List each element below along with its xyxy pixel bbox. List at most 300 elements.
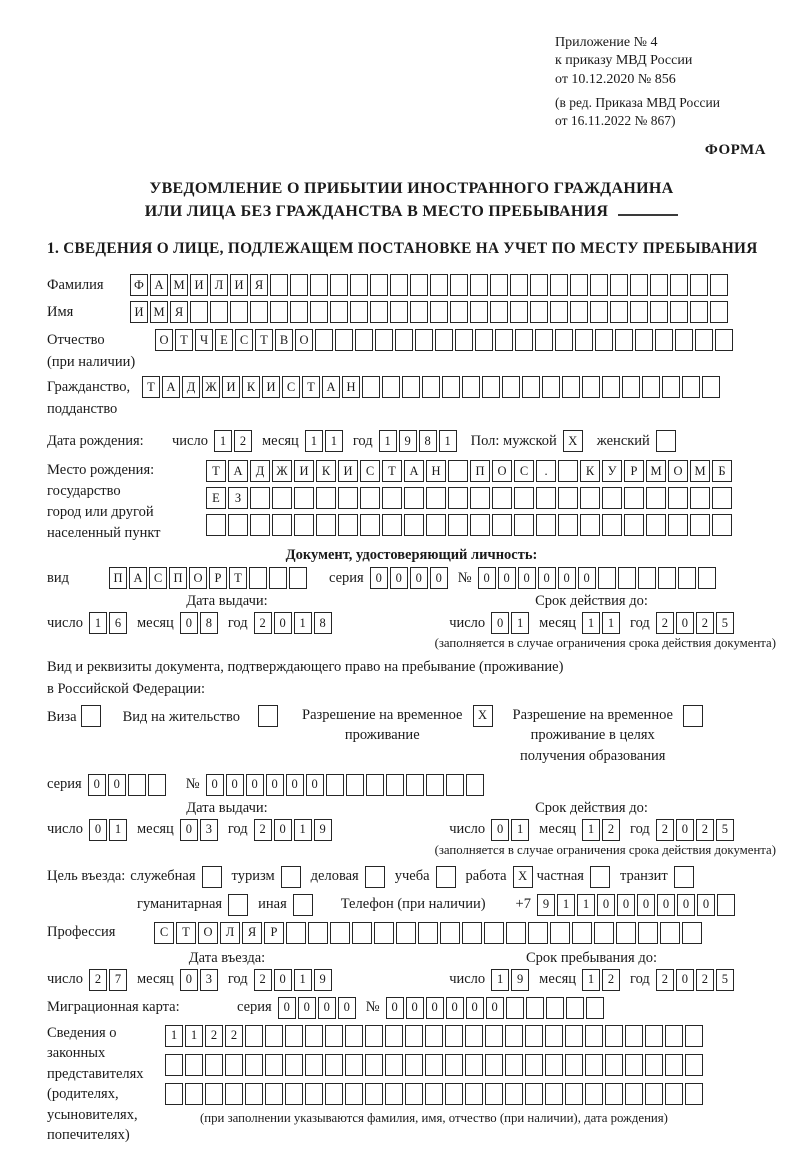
form-cell[interactable]: [625, 1054, 643, 1076]
form-cell[interactable]: [310, 301, 328, 323]
form-cell[interactable]: [690, 274, 708, 296]
form-cell[interactable]: [475, 329, 493, 351]
form-cell[interactable]: [665, 1083, 683, 1105]
form-cell[interactable]: 0: [676, 969, 694, 991]
form-cell[interactable]: [293, 894, 313, 916]
form-cell[interactable]: [646, 514, 666, 536]
form-cell[interactable]: [660, 922, 680, 944]
form-cell[interactable]: 0: [298, 997, 316, 1019]
form-cell[interactable]: .: [536, 460, 556, 482]
form-cell[interactable]: [360, 487, 380, 509]
form-cell[interactable]: [582, 376, 600, 398]
form-cell[interactable]: [562, 376, 580, 398]
form-cell[interactable]: [250, 487, 270, 509]
doc-valid-month[interactable]: [582, 612, 620, 634]
checkbox-temp-residence-permit[interactable]: [473, 705, 493, 727]
form-cell[interactable]: Т: [206, 460, 226, 482]
form-cell[interactable]: И: [130, 301, 148, 323]
form-cell[interactable]: [685, 1083, 703, 1105]
form-cell[interactable]: [535, 329, 553, 351]
form-cell[interactable]: З: [228, 487, 248, 509]
form-cell[interactable]: [290, 301, 308, 323]
form-cell[interactable]: [485, 1054, 503, 1076]
form-cell[interactable]: [466, 774, 484, 796]
form-cell[interactable]: 0: [370, 567, 388, 589]
form-cell[interactable]: 5: [716, 612, 734, 634]
residence-issue-day[interactable]: [89, 819, 127, 841]
form-cell[interactable]: [470, 514, 490, 536]
form-cell[interactable]: [605, 1054, 623, 1076]
form-cell[interactable]: 9: [537, 894, 555, 916]
form-cell[interactable]: [685, 1025, 703, 1047]
form-cell[interactable]: 2: [205, 1025, 223, 1047]
form-cell[interactable]: И: [190, 274, 208, 296]
stay-until-year[interactable]: [656, 969, 734, 991]
form-cell[interactable]: Б: [712, 460, 732, 482]
form-cell[interactable]: [605, 1025, 623, 1047]
form-cell[interactable]: 0: [406, 997, 424, 1019]
form-cell[interactable]: [558, 460, 578, 482]
form-cell[interactable]: 6: [109, 612, 127, 634]
form-cell[interactable]: 2: [656, 612, 674, 634]
form-cell[interactable]: [385, 1054, 403, 1076]
checkbox-purpose-humanitarian[interactable]: [228, 894, 248, 916]
form-cell[interactable]: [470, 274, 488, 296]
form-cell[interactable]: [650, 301, 668, 323]
checkbox-visa[interactable]: [81, 705, 101, 727]
form-cell[interactable]: [382, 487, 402, 509]
form-cell[interactable]: 8: [419, 430, 437, 452]
form-cell[interactable]: [250, 514, 270, 536]
form-cell[interactable]: [715, 329, 733, 351]
form-cell[interactable]: [690, 514, 710, 536]
form-cell[interactable]: [440, 922, 460, 944]
checkbox-purpose-private[interactable]: [590, 866, 610, 888]
form-cell[interactable]: [148, 774, 166, 796]
form-cell[interactable]: [249, 567, 267, 589]
form-cell[interactable]: [410, 301, 428, 323]
birth-place-cells-row3[interactable]: [206, 514, 732, 536]
form-cell[interactable]: [506, 997, 524, 1019]
form-cell[interactable]: И: [262, 376, 280, 398]
representatives-cells-row2[interactable]: [165, 1054, 703, 1076]
form-cell[interactable]: 2: [696, 819, 714, 841]
residence-valid-year[interactable]: [656, 819, 734, 841]
form-cell[interactable]: Ф: [130, 274, 148, 296]
form-cell[interactable]: 1: [109, 819, 127, 841]
form-cell[interactable]: X: [513, 866, 533, 888]
form-cell[interactable]: [572, 922, 592, 944]
form-cell[interactable]: [558, 487, 578, 509]
form-cell[interactable]: 0: [286, 774, 304, 796]
form-cell[interactable]: [580, 487, 600, 509]
form-cell[interactable]: С: [514, 460, 534, 482]
form-cell[interactable]: [258, 705, 278, 727]
form-cell[interactable]: [550, 274, 568, 296]
form-cell[interactable]: О: [189, 567, 207, 589]
form-cell[interactable]: [382, 514, 402, 536]
form-cell[interactable]: [678, 567, 696, 589]
checkbox-purpose-official[interactable]: [202, 866, 222, 888]
form-cell[interactable]: П: [470, 460, 490, 482]
form-cell[interactable]: [445, 1054, 463, 1076]
form-cell[interactable]: [624, 487, 644, 509]
form-cell[interactable]: 0: [338, 997, 356, 1019]
form-cell[interactable]: [695, 329, 713, 351]
form-cell[interactable]: [525, 1054, 543, 1076]
form-cell[interactable]: [658, 567, 676, 589]
form-cell[interactable]: [281, 866, 301, 888]
form-cell[interactable]: [294, 487, 314, 509]
form-cell[interactable]: [645, 1025, 663, 1047]
form-cell[interactable]: [625, 1025, 643, 1047]
migration-number-cells[interactable]: [386, 997, 604, 1019]
checkbox-purpose-other[interactable]: [293, 894, 313, 916]
form-cell[interactable]: 1: [557, 894, 575, 916]
checkbox-purpose-study[interactable]: [436, 866, 456, 888]
form-cell[interactable]: [405, 1054, 423, 1076]
form-cell[interactable]: [536, 487, 556, 509]
form-cell[interactable]: 0: [491, 612, 509, 634]
form-cell[interactable]: [625, 1083, 643, 1105]
form-cell[interactable]: А: [129, 567, 147, 589]
form-cell[interactable]: 0: [491, 819, 509, 841]
form-cell[interactable]: [645, 1083, 663, 1105]
form-cell[interactable]: 0: [478, 567, 496, 589]
form-cell[interactable]: [585, 1054, 603, 1076]
form-cell[interactable]: [426, 487, 446, 509]
form-cell[interactable]: М: [170, 274, 188, 296]
form-cell[interactable]: [206, 514, 226, 536]
form-cell[interactable]: [670, 301, 688, 323]
form-cell[interactable]: [470, 301, 488, 323]
form-cell[interactable]: [305, 1025, 323, 1047]
form-cell[interactable]: С: [360, 460, 380, 482]
form-cell[interactable]: [375, 329, 393, 351]
form-cell[interactable]: X: [563, 430, 583, 452]
form-cell[interactable]: [602, 514, 622, 536]
form-cell[interactable]: [185, 1054, 203, 1076]
form-cell[interactable]: [575, 329, 593, 351]
form-cell[interactable]: 3: [200, 969, 218, 991]
form-cell[interactable]: [682, 922, 702, 944]
patronymic-cells[interactable]: [155, 329, 733, 351]
form-cell[interactable]: [374, 922, 394, 944]
form-cell[interactable]: [205, 1083, 223, 1105]
form-cell[interactable]: [610, 301, 628, 323]
form-cell[interactable]: [81, 705, 101, 727]
form-cell[interactable]: [385, 1083, 403, 1105]
form-cell[interactable]: Т: [255, 329, 273, 351]
form-cell[interactable]: 0: [306, 774, 324, 796]
form-cell[interactable]: [638, 922, 658, 944]
form-cell[interactable]: [345, 1025, 363, 1047]
doc-type-cells[interactable]: [109, 567, 307, 589]
form-cell[interactable]: 8: [200, 612, 218, 634]
form-cell[interactable]: [330, 274, 348, 296]
form-cell[interactable]: В: [275, 329, 293, 351]
form-cell[interactable]: [315, 329, 333, 351]
form-cell[interactable]: [485, 1025, 503, 1047]
form-cell[interactable]: [225, 1054, 243, 1076]
form-cell[interactable]: 1: [165, 1025, 183, 1047]
form-cell[interactable]: Л: [210, 274, 228, 296]
form-cell[interactable]: [228, 894, 248, 916]
form-cell[interactable]: 2: [696, 969, 714, 991]
form-cell[interactable]: [448, 460, 468, 482]
form-cell[interactable]: [565, 1025, 583, 1047]
form-cell[interactable]: 2: [234, 430, 252, 452]
form-cell[interactable]: [362, 376, 380, 398]
representatives-cells-row1[interactable]: [165, 1025, 703, 1047]
form-cell[interactable]: [230, 301, 248, 323]
form-cell[interactable]: [425, 1054, 443, 1076]
form-cell[interactable]: 0: [446, 997, 464, 1019]
form-cell[interactable]: [446, 774, 464, 796]
form-cell[interactable]: 8: [314, 612, 332, 634]
form-cell[interactable]: О: [198, 922, 218, 944]
form-cell[interactable]: [272, 487, 292, 509]
birth-year-cells[interactable]: [379, 430, 457, 452]
form-cell[interactable]: 0: [426, 997, 444, 1019]
form-cell[interactable]: [642, 376, 660, 398]
form-cell[interactable]: [505, 1054, 523, 1076]
form-cell[interactable]: 0: [180, 969, 198, 991]
form-cell[interactable]: [712, 514, 732, 536]
form-cell[interactable]: [514, 487, 534, 509]
form-cell[interactable]: 2: [602, 819, 620, 841]
form-cell[interactable]: [484, 922, 504, 944]
form-cell[interactable]: 0: [486, 997, 504, 1019]
form-cell[interactable]: [346, 774, 364, 796]
form-cell[interactable]: [326, 774, 344, 796]
form-cell[interactable]: [335, 329, 353, 351]
form-cell[interactable]: [228, 514, 248, 536]
form-cell[interactable]: [265, 1054, 283, 1076]
form-cell[interactable]: Н: [342, 376, 360, 398]
form-cell[interactable]: 2: [602, 969, 620, 991]
form-cell[interactable]: [285, 1025, 303, 1047]
form-cell[interactable]: 1: [294, 819, 312, 841]
form-cell[interactable]: С: [149, 567, 167, 589]
form-cell[interactable]: 0: [89, 819, 107, 841]
form-cell[interactable]: [430, 274, 448, 296]
stay-until-month[interactable]: [582, 969, 620, 991]
form-cell[interactable]: [370, 274, 388, 296]
form-cell[interactable]: [422, 376, 440, 398]
form-cell[interactable]: 1: [491, 969, 509, 991]
form-cell[interactable]: [565, 1083, 583, 1105]
form-cell[interactable]: [565, 1054, 583, 1076]
form-cell[interactable]: [590, 274, 608, 296]
form-cell[interactable]: [682, 376, 700, 398]
form-cell[interactable]: Т: [176, 922, 196, 944]
form-cell[interactable]: М: [646, 460, 666, 482]
form-cell[interactable]: [594, 922, 614, 944]
form-cell[interactable]: 7: [109, 969, 127, 991]
form-cell[interactable]: [418, 922, 438, 944]
doc-number-cells[interactable]: [478, 567, 716, 589]
form-cell[interactable]: [165, 1054, 183, 1076]
form-cell[interactable]: И: [294, 460, 314, 482]
form-cell[interactable]: [350, 274, 368, 296]
form-cell[interactable]: [470, 487, 490, 509]
form-cell[interactable]: [270, 274, 288, 296]
form-cell[interactable]: [514, 514, 534, 536]
surname-cells[interactable]: [130, 274, 728, 296]
form-cell[interactable]: [515, 329, 533, 351]
form-cell[interactable]: [245, 1025, 263, 1047]
form-cell[interactable]: [646, 487, 666, 509]
form-cell[interactable]: 0: [677, 894, 695, 916]
form-cell[interactable]: [430, 301, 448, 323]
form-cell[interactable]: [448, 514, 468, 536]
form-cell[interactable]: С: [282, 376, 300, 398]
form-cell[interactable]: 0: [617, 894, 635, 916]
form-cell[interactable]: [630, 274, 648, 296]
form-cell[interactable]: [525, 1083, 543, 1105]
form-cell[interactable]: [536, 514, 556, 536]
form-cell[interactable]: Е: [215, 329, 233, 351]
entry-day[interactable]: [89, 969, 127, 991]
form-cell[interactable]: [286, 922, 306, 944]
form-cell[interactable]: [365, 1054, 383, 1076]
form-cell[interactable]: 1: [577, 894, 595, 916]
representatives-cells-row3[interactable]: [165, 1083, 703, 1105]
form-cell[interactable]: 1: [582, 612, 600, 634]
form-cell[interactable]: [670, 274, 688, 296]
form-cell[interactable]: [662, 376, 680, 398]
form-cell[interactable]: 0: [597, 894, 615, 916]
form-cell[interactable]: X: [473, 705, 493, 727]
form-cell[interactable]: 1: [294, 612, 312, 634]
form-cell[interactable]: [442, 376, 460, 398]
residence-series-cells[interactable]: [88, 774, 166, 796]
doc-valid-year[interactable]: [656, 612, 734, 634]
form-cell[interactable]: [404, 514, 424, 536]
form-cell[interactable]: 0: [108, 774, 126, 796]
form-cell[interactable]: [405, 1083, 423, 1105]
phone-cells[interactable]: [537, 894, 735, 916]
form-cell[interactable]: [542, 376, 560, 398]
form-cell[interactable]: [712, 487, 732, 509]
residence-issue-month[interactable]: [180, 819, 218, 841]
form-cell[interactable]: 1: [305, 430, 323, 452]
form-cell[interactable]: [426, 774, 444, 796]
form-cell[interactable]: 0: [274, 819, 292, 841]
form-cell[interactable]: [510, 301, 528, 323]
form-cell[interactable]: [128, 774, 146, 796]
form-cell[interactable]: [616, 922, 636, 944]
form-cell[interactable]: [570, 301, 588, 323]
form-cell[interactable]: С: [154, 922, 174, 944]
form-cell[interactable]: А: [322, 376, 340, 398]
form-cell[interactable]: [269, 567, 287, 589]
form-cell[interactable]: [410, 274, 428, 296]
form-cell[interactable]: 0: [697, 894, 715, 916]
form-cell[interactable]: [586, 997, 604, 1019]
form-cell[interactable]: [655, 329, 673, 351]
form-cell[interactable]: [615, 329, 633, 351]
form-cell[interactable]: [545, 1054, 563, 1076]
form-cell[interactable]: [265, 1025, 283, 1047]
form-cell[interactable]: 2: [225, 1025, 243, 1047]
form-cell[interactable]: Я: [242, 922, 262, 944]
form-cell[interactable]: [210, 301, 228, 323]
form-cell[interactable]: [510, 274, 528, 296]
form-cell[interactable]: [250, 301, 268, 323]
form-cell[interactable]: [386, 774, 404, 796]
form-cell[interactable]: [455, 329, 473, 351]
form-cell[interactable]: 1: [185, 1025, 203, 1047]
form-cell[interactable]: Т: [142, 376, 160, 398]
form-cell[interactable]: 0: [637, 894, 655, 916]
form-cell[interactable]: П: [169, 567, 187, 589]
form-cell[interactable]: Р: [624, 460, 644, 482]
form-cell[interactable]: А: [228, 460, 248, 482]
form-cell[interactable]: [190, 301, 208, 323]
form-cell[interactable]: Н: [426, 460, 446, 482]
form-cell[interactable]: [382, 376, 400, 398]
form-cell[interactable]: [465, 1054, 483, 1076]
form-cell[interactable]: [530, 274, 548, 296]
form-cell[interactable]: [490, 274, 508, 296]
form-cell[interactable]: [490, 301, 508, 323]
residence-valid-month[interactable]: [582, 819, 620, 841]
form-cell[interactable]: [505, 1025, 523, 1047]
form-cell[interactable]: 0: [518, 567, 536, 589]
form-cell[interactable]: [290, 274, 308, 296]
form-cell[interactable]: [550, 301, 568, 323]
form-cell[interactable]: 1: [214, 430, 232, 452]
form-cell[interactable]: М: [150, 301, 168, 323]
form-cell[interactable]: [345, 1054, 363, 1076]
form-cell[interactable]: [285, 1054, 303, 1076]
form-cell[interactable]: Я: [250, 274, 268, 296]
form-cell[interactable]: О: [155, 329, 173, 351]
form-cell[interactable]: Т: [302, 376, 320, 398]
form-cell[interactable]: С: [235, 329, 253, 351]
form-cell[interactable]: [668, 487, 688, 509]
form-cell[interactable]: [698, 567, 716, 589]
form-cell[interactable]: [528, 922, 548, 944]
form-cell[interactable]: [602, 376, 620, 398]
form-cell[interactable]: [683, 705, 703, 727]
form-cell[interactable]: 0: [410, 567, 428, 589]
residence-valid-day[interactable]: [491, 819, 529, 841]
form-cell[interactable]: 0: [246, 774, 264, 796]
form-cell[interactable]: 1: [582, 969, 600, 991]
form-cell[interactable]: [665, 1054, 683, 1076]
form-cell[interactable]: [325, 1054, 343, 1076]
form-cell[interactable]: 0: [578, 567, 596, 589]
form-cell[interactable]: И: [230, 274, 248, 296]
form-cell[interactable]: [294, 514, 314, 536]
form-cell[interactable]: [590, 301, 608, 323]
form-cell[interactable]: [638, 567, 656, 589]
form-cell[interactable]: 2: [89, 969, 107, 991]
form-cell[interactable]: К: [316, 460, 336, 482]
form-cell[interactable]: [390, 274, 408, 296]
form-cell[interactable]: [580, 514, 600, 536]
form-cell[interactable]: Л: [220, 922, 240, 944]
form-cell[interactable]: А: [150, 274, 168, 296]
form-cell[interactable]: 0: [88, 774, 106, 796]
form-cell[interactable]: [526, 997, 544, 1019]
form-cell[interactable]: [270, 301, 288, 323]
form-cell[interactable]: 1: [294, 969, 312, 991]
migration-series-cells[interactable]: [278, 997, 356, 1019]
